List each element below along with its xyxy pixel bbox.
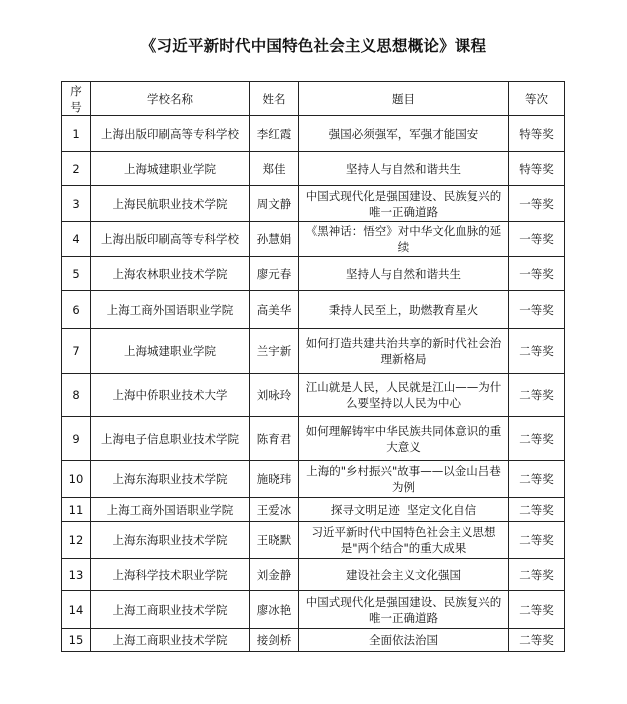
table-row bbox=[62, 116, 565, 152]
cell-award: 一等奖 bbox=[509, 257, 565, 291]
cell-school: 上海工商外国语职业学院 bbox=[91, 291, 250, 329]
cell-name: 王晓默 bbox=[250, 522, 299, 559]
cell-name: 廖冰艳 bbox=[250, 591, 299, 629]
table-row bbox=[62, 591, 565, 629]
cell-name: 兰宇新 bbox=[250, 329, 299, 374]
cell-school: 上海城建职业学院 bbox=[91, 329, 250, 374]
table-row bbox=[62, 291, 565, 329]
cell-name: 接剑桥 bbox=[250, 629, 299, 652]
cell-school: 上海东海职业技术学院 bbox=[91, 522, 250, 559]
table-row bbox=[62, 374, 565, 417]
cell-school: 上海科学技术职业学院 bbox=[91, 559, 250, 591]
awards-table bbox=[61, 81, 565, 652]
cell-index: 6 bbox=[62, 291, 91, 329]
cell-school: 上海工商职业技术学院 bbox=[91, 591, 250, 629]
table-row bbox=[62, 559, 565, 591]
cell-name: 王爱冰 bbox=[250, 498, 299, 522]
cell-index: 7 bbox=[62, 329, 91, 374]
cell-school: 上海电子信息职业技术学院 bbox=[91, 417, 250, 461]
cell-name: 周文静 bbox=[250, 186, 299, 222]
cell-topic: 强国必须强军，军强才能国安 bbox=[299, 116, 509, 152]
cell-award: 一等奖 bbox=[509, 222, 565, 257]
cell-award: 特等奖 bbox=[509, 152, 565, 186]
cell-topic: 上海的"乡村振兴"故事——以金山吕巷为例 bbox=[299, 461, 509, 498]
cell-index: 11 bbox=[62, 498, 91, 522]
cell-name: 施晓玮 bbox=[250, 461, 299, 498]
cell-topic: 坚持人与自然和谐共生 bbox=[299, 152, 509, 186]
cell-school: 上海民航职业技术学院 bbox=[91, 186, 250, 222]
cell-name: 刘金静 bbox=[250, 559, 299, 591]
cell-topic: 如何打造共建共治共享的新时代社会治理新格局 bbox=[299, 329, 509, 374]
cell-topic: 《黑神话：悟空》对中华文化血脉的延续 bbox=[299, 222, 509, 257]
cell-name: 陈育君 bbox=[250, 417, 299, 461]
table-row bbox=[62, 329, 565, 374]
cell-topic: 习近平新时代中国特色社会主义思想是"两个结合"的重大成果 bbox=[299, 522, 509, 559]
header-award: 等次 bbox=[509, 82, 565, 116]
header-index: 序号 bbox=[62, 82, 91, 116]
cell-index: 14 bbox=[62, 591, 91, 629]
cell-school: 上海工商职业技术学院 bbox=[91, 629, 250, 652]
table-row bbox=[62, 222, 565, 257]
document-title: 《习近平新时代中国特色社会主义思想概论》课程 bbox=[140, 37, 487, 55]
cell-topic: 秉持人民至上，助燃教育星火 bbox=[299, 291, 509, 329]
cell-school: 上海出版印刷高等专科学校 bbox=[91, 222, 250, 257]
cell-award: 二等奖 bbox=[509, 329, 565, 374]
table-row bbox=[62, 522, 565, 559]
cell-name: 李红霞 bbox=[250, 116, 299, 152]
cell-index: 4 bbox=[62, 222, 91, 257]
cell-award: 二等奖 bbox=[509, 559, 565, 591]
cell-topic: 中国式现代化是强国建设、民族复兴的唯一正确道路 bbox=[299, 591, 509, 629]
cell-topic: 江山就是人民，人民就是江山——为什么要坚持以人民为中心 bbox=[299, 374, 509, 417]
cell-award: 二等奖 bbox=[509, 417, 565, 461]
cell-school: 上海城建职业学院 bbox=[91, 152, 250, 186]
cell-school: 上海工商外国语职业学院 bbox=[91, 498, 250, 522]
cell-index: 2 bbox=[62, 152, 91, 186]
cell-index: 8 bbox=[62, 374, 91, 417]
cell-award: 一等奖 bbox=[509, 291, 565, 329]
table-row bbox=[62, 461, 565, 498]
cell-award: 二等奖 bbox=[509, 498, 565, 522]
cell-school: 上海出版印刷高等专科学校 bbox=[91, 116, 250, 152]
cell-name: 廖元春 bbox=[250, 257, 299, 291]
table-row bbox=[62, 498, 565, 522]
table-row bbox=[62, 629, 565, 652]
table-row bbox=[62, 257, 565, 291]
cell-school: 上海中侨职业技术大学 bbox=[91, 374, 250, 417]
cell-topic: 坚持人与自然和谐共生 bbox=[299, 257, 509, 291]
cell-name: 郑佳 bbox=[250, 152, 299, 186]
cell-index: 3 bbox=[62, 186, 91, 222]
cell-award: 二等奖 bbox=[509, 629, 565, 652]
cell-index: 5 bbox=[62, 257, 91, 291]
cell-award: 二等奖 bbox=[509, 374, 565, 417]
header-topic: 题目 bbox=[299, 82, 509, 116]
cell-award: 二等奖 bbox=[509, 522, 565, 559]
cell-topic: 如何理解铸牢中华民族共同体意识的重大意义 bbox=[299, 417, 509, 461]
cell-topic: 探寻文明足迹 坚定文化自信 bbox=[299, 498, 509, 522]
cell-name: 高美华 bbox=[250, 291, 299, 329]
cell-name: 刘咏玲 bbox=[250, 374, 299, 417]
table-row bbox=[62, 152, 565, 186]
cell-index: 9 bbox=[62, 417, 91, 461]
cell-school: 上海农林职业技术学院 bbox=[91, 257, 250, 291]
cell-award: 二等奖 bbox=[509, 591, 565, 629]
cell-name: 孙慧娟 bbox=[250, 222, 299, 257]
table-row bbox=[62, 186, 565, 222]
table-row bbox=[62, 417, 565, 461]
header-row bbox=[62, 82, 565, 116]
cell-index: 15 bbox=[62, 629, 91, 652]
cell-topic: 中国式现代化是强国建设、民族复兴的唯一正确道路 bbox=[299, 186, 509, 222]
cell-topic: 建设社会主义文化强国 bbox=[299, 559, 509, 591]
cell-award: 特等奖 bbox=[509, 116, 565, 152]
cell-school: 上海东海职业技术学院 bbox=[91, 461, 250, 498]
cell-award: 一等奖 bbox=[509, 186, 565, 222]
cell-index: 1 bbox=[62, 116, 91, 152]
header-school: 学校名称 bbox=[91, 82, 250, 116]
cell-award: 二等奖 bbox=[509, 461, 565, 498]
cell-index: 13 bbox=[62, 559, 91, 591]
cell-index: 12 bbox=[62, 522, 91, 559]
header-name: 姓名 bbox=[250, 82, 299, 116]
cell-index: 10 bbox=[62, 461, 91, 498]
cell-topic: 全面依法治国 bbox=[299, 629, 509, 652]
